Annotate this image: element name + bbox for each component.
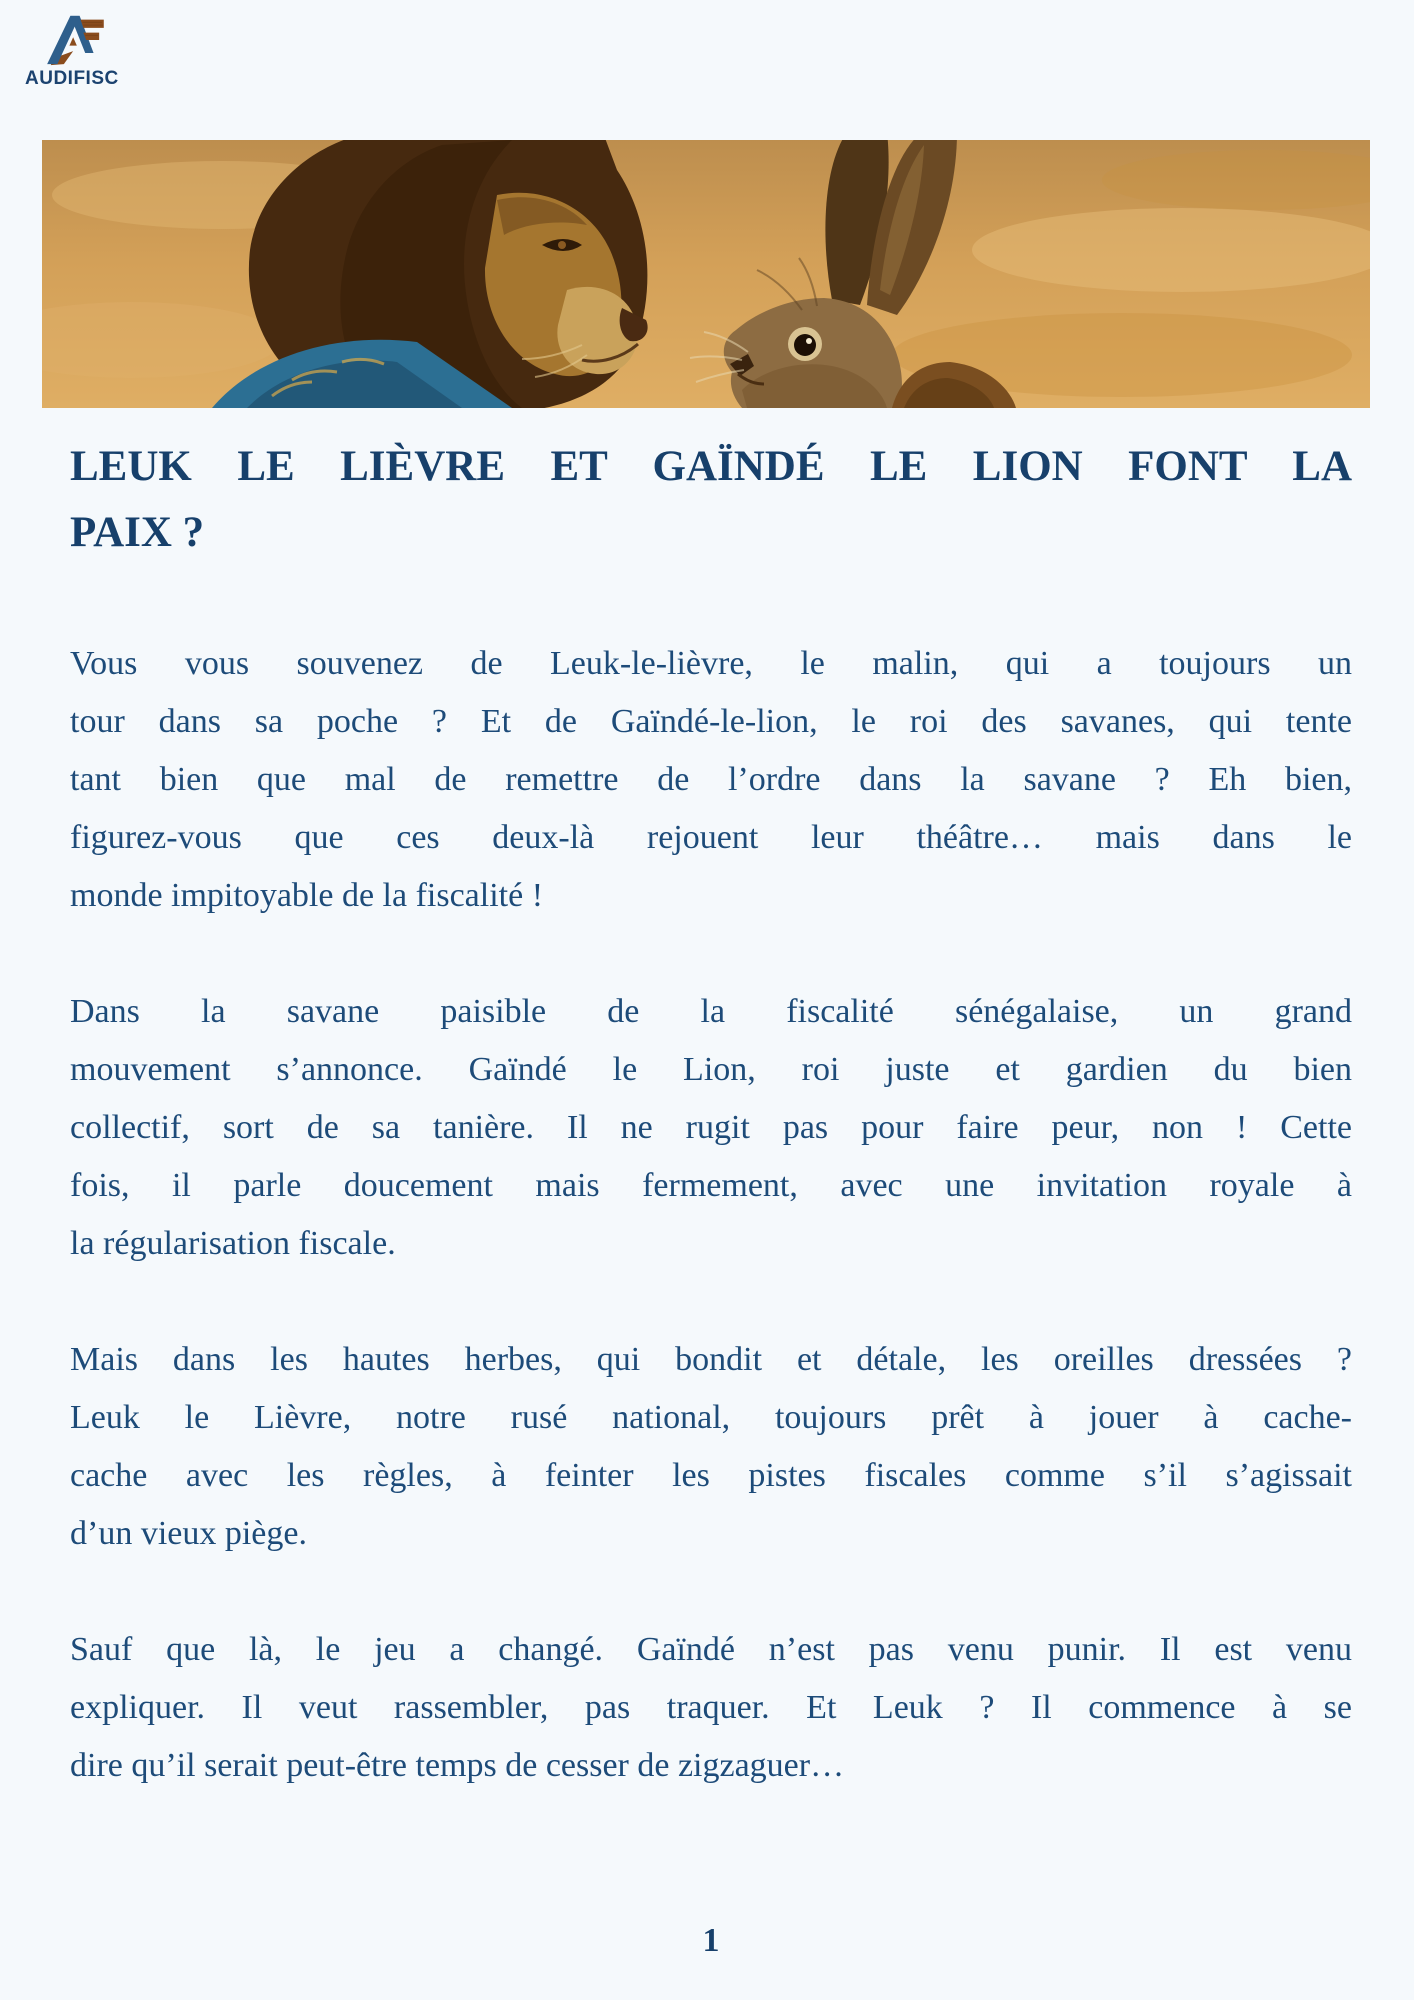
page-number: 1 [702, 1922, 720, 1959]
paragraph-line: cache avec les règles, à feinter les pistes fiscales comme s’il s’agissait [70, 1457, 1352, 1494]
paragraph-line: Leuk le Lièvre, notre rusé national, toujours prêt à jouer à cache- [70, 1399, 1352, 1436]
paragraph-line: monde impitoyable de la fiscalité ! [70, 877, 544, 914]
paragraph [70, 983, 1352, 1273]
paragraph-line: fois, il parle doucement mais fermement, avec une invitation royale à [70, 1167, 1352, 1204]
paragraph-line: la régularisation fiscale. [70, 1225, 396, 1262]
article-title-line: LEUK LE LIÈVRE ET GAÏNDÉ LE LION FONT LA [70, 443, 1352, 490]
paragraph-line: tour dans sa poche ? Et de Gaïndé-le-lion, le roi des savanes, qui tente [70, 703, 1352, 740]
paragraph-line: mouvement s’annonce. Gaïndé le Lion, roi juste et gardien du bien [70, 1051, 1352, 1088]
paragraph-line: dire qu’il serait peut-être temps de cesser de zigzaguer… [70, 1747, 845, 1784]
paragraph [70, 635, 1352, 925]
paragraph-line: figurez-vous que ces deux-là rejouent leur théâtre… mais dans le [70, 819, 1352, 856]
brand-name: AUDIFISC [25, 68, 119, 89]
paragraph-line: Dans la savane paisible de la fiscalité sénégalaise, un grand [70, 993, 1352, 1030]
paragraph-line: Mais dans les hautes herbes, qui bondit et détale, les oreilles dressées ? [70, 1341, 1352, 1378]
article-title-line: PAIX ? [70, 509, 205, 556]
article-title [70, 434, 1352, 566]
paragraph [70, 1621, 1352, 1795]
paragraph-line: Vous vous souvenez de Leuk-le-lièvre, le malin, qui a toujours un [70, 645, 1352, 682]
lion-hare-illustration [42, 140, 1370, 408]
paragraph-line: d’un vieux piège. [70, 1515, 307, 1552]
paragraph [70, 1331, 1352, 1563]
hero-image [42, 140, 1370, 408]
paragraph-line: collectif, sort de sa tanière. Il ne rugit pas pour faire peur, non ! Cette [70, 1109, 1352, 1146]
audifisc-logo-icon [45, 14, 105, 66]
paragraph-line: tant bien que mal de remettre de l’ordre dans la savane ? Eh bien, [70, 761, 1352, 798]
paragraph-line: expliquer. Il veut rassembler, pas traquer. Et Leuk ? Il commence à se [70, 1689, 1352, 1726]
paragraph-line: Sauf que là, le jeu a changé. Gaïndé n’est pas venu punir. Il est venu [70, 1631, 1352, 1668]
article-body [70, 635, 1352, 1853]
